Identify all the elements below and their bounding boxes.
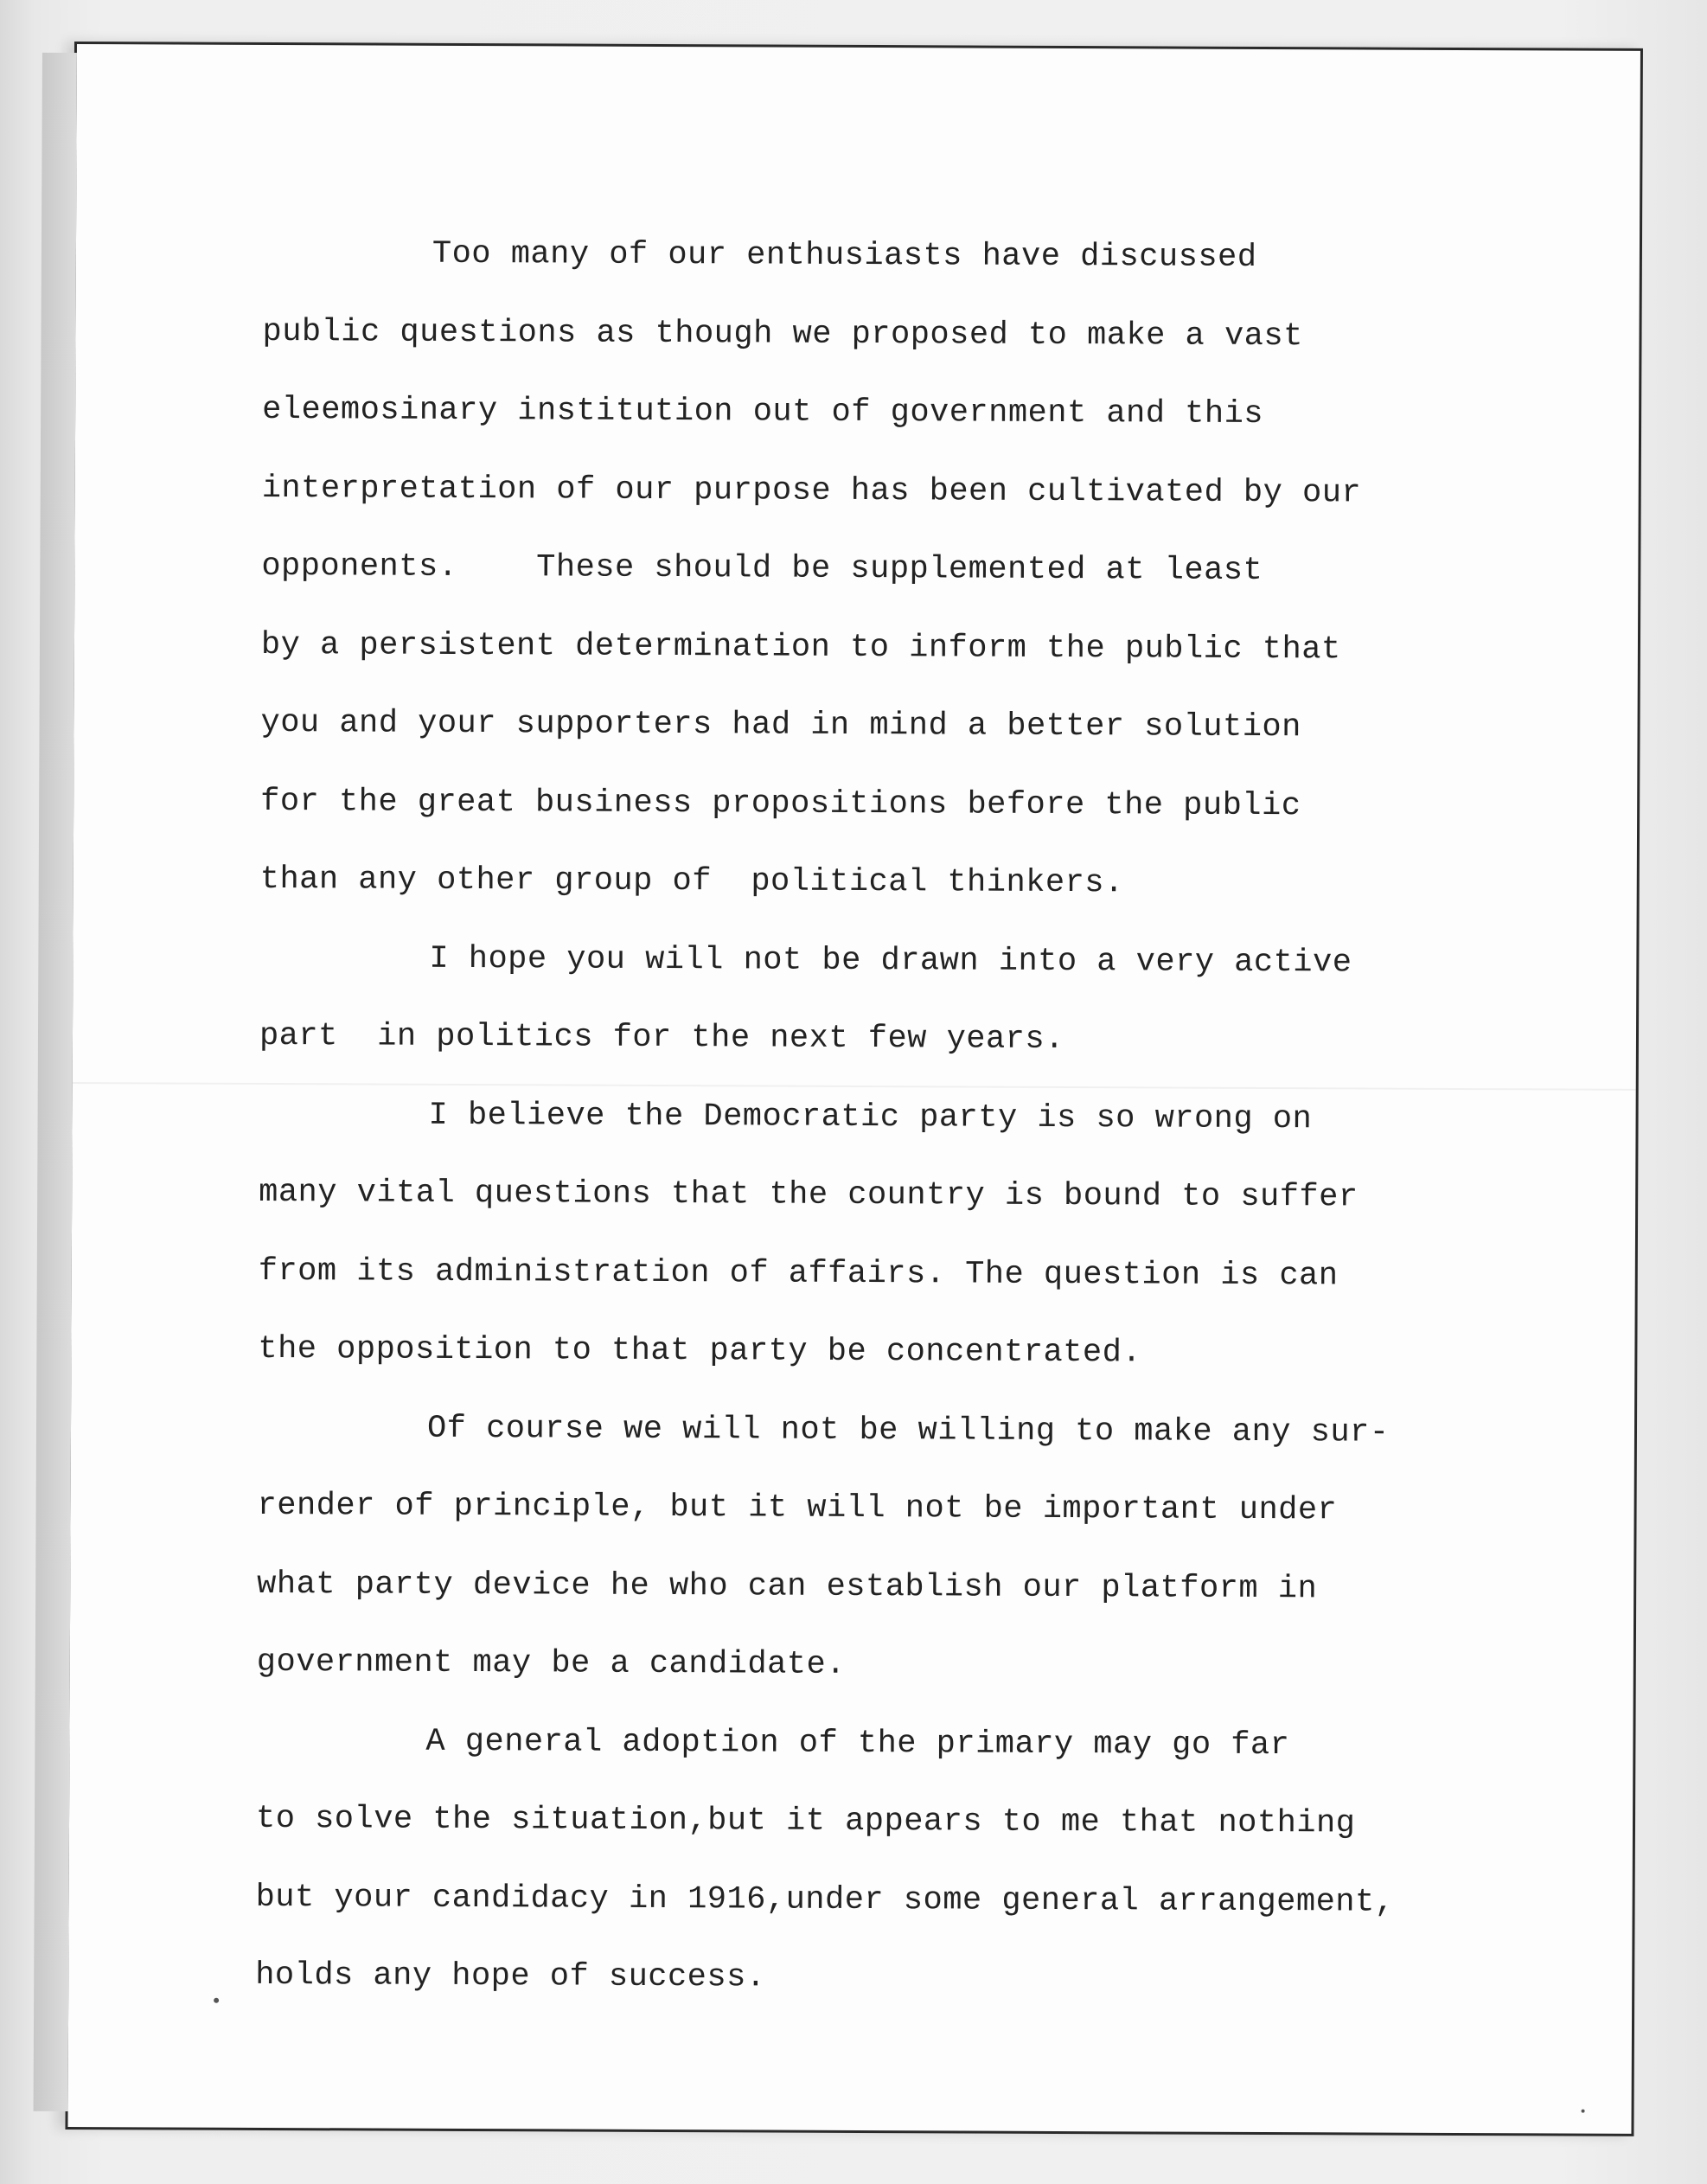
paper-speck <box>1582 2110 1585 2113</box>
typed-line: eleemosinary institution out of government and this <box>262 391 1264 433</box>
typed-line: I believe the Democratic party is so wrong on <box>428 1097 1313 1137</box>
typed-line: Too many of our enthusiasts have discussed <box>432 235 1257 276</box>
typed-letter-page <box>65 42 1643 2136</box>
typed-line: than any other group of political thinkers. <box>259 861 1124 902</box>
typed-line: I hope you will not be drawn into a very active <box>429 940 1352 981</box>
letter-body <box>255 215 1612 2021</box>
typed-line: for the great business propositions before the public <box>260 783 1301 824</box>
typed-line: render of principle, but it will not be important under <box>257 1487 1338 1529</box>
typed-line: to solve the situation,but it appears to me that nothing <box>255 1800 1356 1842</box>
typed-line: public questions as though we proposed to make a vast <box>262 313 1303 355</box>
typed-line: by a persistent determination to inform the public that <box>260 626 1341 668</box>
typed-line: A general adoption of the primary may go far <box>425 1723 1290 1764</box>
typed-line: from its administration of affairs. The question is can <box>258 1252 1339 1294</box>
typed-line: what party device he who can establish our platform in <box>257 1566 1318 1607</box>
typed-line: Of course we will not be willing to make any sur- <box>426 1410 1390 1451</box>
typed-line: many vital questions that the country is bound to suffer <box>259 1174 1359 1216</box>
typed-line: part in politics for the next few years. <box>259 1017 1064 1059</box>
paper-speck <box>214 1998 219 2003</box>
typed-line: you and your supporters had in mind a better solution <box>260 704 1301 746</box>
typed-line: holds any hope of success. <box>255 1957 766 1996</box>
typed-line: but your candidacy in 1916,under some general arrangement, <box>255 1879 1395 1921</box>
typed-line: opponents. These should be supplemented at least <box>261 548 1263 590</box>
typed-line: government may be a candidate. <box>256 1643 847 1683</box>
typed-line: interpretation of our purpose has been cultivated by our <box>261 470 1362 511</box>
typed-line: the opposition to that party be concentrated. <box>258 1330 1142 1372</box>
